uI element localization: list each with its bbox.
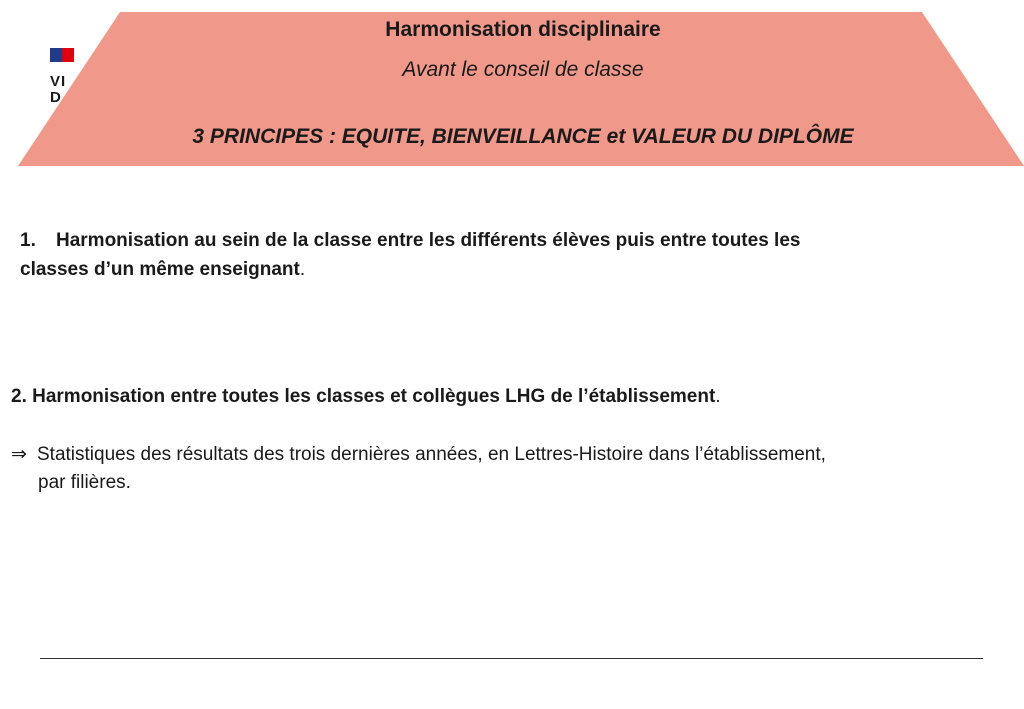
footer-divider [40, 658, 983, 659]
banner-subtitle: Avant le conseil de classe [402, 58, 644, 81]
section-2 [11, 384, 911, 410]
logo-text: VI D [50, 73, 67, 106]
statistics-line-1 [11, 440, 971, 469]
statistics-text-1: Statistiques des résultats des trois dernières années, en Lettres-Histoire dans l’établissement, [37, 444, 826, 465]
statistics-note [11, 440, 971, 497]
section-2-text: 2. Harmonisation entre toutes les classes et collègues LHG de l’établissement [11, 386, 716, 407]
banner-title: Harmonisation disciplinaire [385, 18, 661, 41]
section-1-period: . [299, 259, 306, 280]
implies-arrow-icon: ⇒ [11, 443, 27, 465]
banner-principles: 3 PRINCIPES : EQUITE, BIENVEILLANCE et VALEUR DU DIPLÔME [192, 125, 854, 148]
section-1 [20, 226, 850, 284]
section-1-number: 1. [20, 230, 36, 251]
section-1-text: Harmonisation au sein de la classe entre les différents élèves puis entre toutes les classes d’un même enseignant [20, 230, 801, 280]
statistics-line-2: par filières. [38, 472, 131, 493]
section-2-period: . [715, 386, 721, 407]
